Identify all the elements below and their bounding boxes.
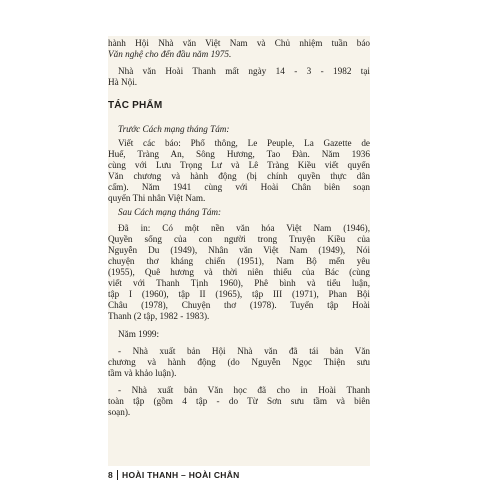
page-number: 8 bbox=[108, 470, 114, 480]
body-line: Văn chương và hành động (bị chính quyền thực dân bbox=[108, 171, 370, 181]
body-line: Đã in: Có một nền văn hóa Việt Nam (1946), bbox=[118, 223, 370, 233]
body-line: Nguyễn Du (1949), Nhân văn Việt Nam (1949), Nói bbox=[108, 245, 370, 255]
body-line: Châu (1978), Chuyện thơ (1978). Tuyển tập Hoài bbox=[108, 300, 370, 310]
period-label: Trước Cách mạng tháng Tám: bbox=[118, 124, 230, 134]
body-line: (1955), Quê hương và thời niên thiếu của Bác (cùng bbox=[108, 267, 370, 277]
body-line: quyển Thi nhân Việt Nam. bbox=[108, 193, 206, 203]
section-heading: TÁC PHẨM bbox=[108, 100, 163, 111]
page-footer bbox=[108, 470, 240, 480]
body-line: chương và hành động (do Nguyễn Ngọc Thiện sưu bbox=[108, 357, 370, 367]
death-line: Nhà văn Hoài Thanh mất ngày 14 - 3 - 1982 tại bbox=[118, 66, 370, 76]
body-line: tập I (1960), tập II (1965), tập III (1971), Phan Bội bbox=[108, 289, 370, 299]
body-line: - Nhà xuất bản Văn học đã cho in Hoài Thanh bbox=[118, 385, 370, 395]
intro-line: hành Hội Nhà văn Việt Nam và Chủ nhiệm tuần báo bbox=[108, 38, 370, 48]
body-line: Viết các báo: Phổ thông, Le Peuple, La Gazette de bbox=[118, 138, 370, 148]
running-title: HOÀI THANH – HOÀI CHÂN bbox=[122, 470, 240, 480]
body-line: Thanh (2 tập, 1982 - 1983). bbox=[108, 311, 210, 321]
body-line: soạn). bbox=[108, 407, 131, 417]
body-line: Huế, Tràng An, Sông Hương, Tao Đàn. Năm 1936 bbox=[108, 149, 370, 159]
body-line: tầm và khảo luận). bbox=[108, 368, 177, 378]
body-line: viết với Thanh Tịnh 1960), Phê bình và tiểu luận, bbox=[108, 278, 370, 288]
intro-line: Văn nghệ cho đến đầu năm 1975. bbox=[108, 49, 232, 59]
death-line: Hà Nội. bbox=[108, 77, 138, 87]
footer-divider bbox=[117, 470, 118, 480]
body-line: cấm). Năm 1941 cùng với Hoài Chân biên soạn bbox=[108, 182, 370, 192]
body-line: Quyền sống của con người trong Truyện Kiều của bbox=[108, 234, 370, 244]
body-line: - Nhà xuất bản Hội Nhà văn đã tái bản Văn bbox=[118, 346, 370, 356]
body-line: chuyện thơ kháng chiến (1951), Nam Bộ mến yêu bbox=[108, 256, 370, 266]
body-line: cùng với Lưu Trọng Lư và Lê Tràng Kiều viết quyển bbox=[108, 160, 370, 170]
book-page bbox=[108, 36, 370, 480]
body-line: toàn tập (gồm 4 tập - do Từ Sơn sưu tầm và biên bbox=[108, 396, 370, 406]
period-label: Sau Cách mạng tháng Tám: bbox=[118, 207, 222, 217]
year-label: Năm 1999: bbox=[118, 329, 160, 339]
